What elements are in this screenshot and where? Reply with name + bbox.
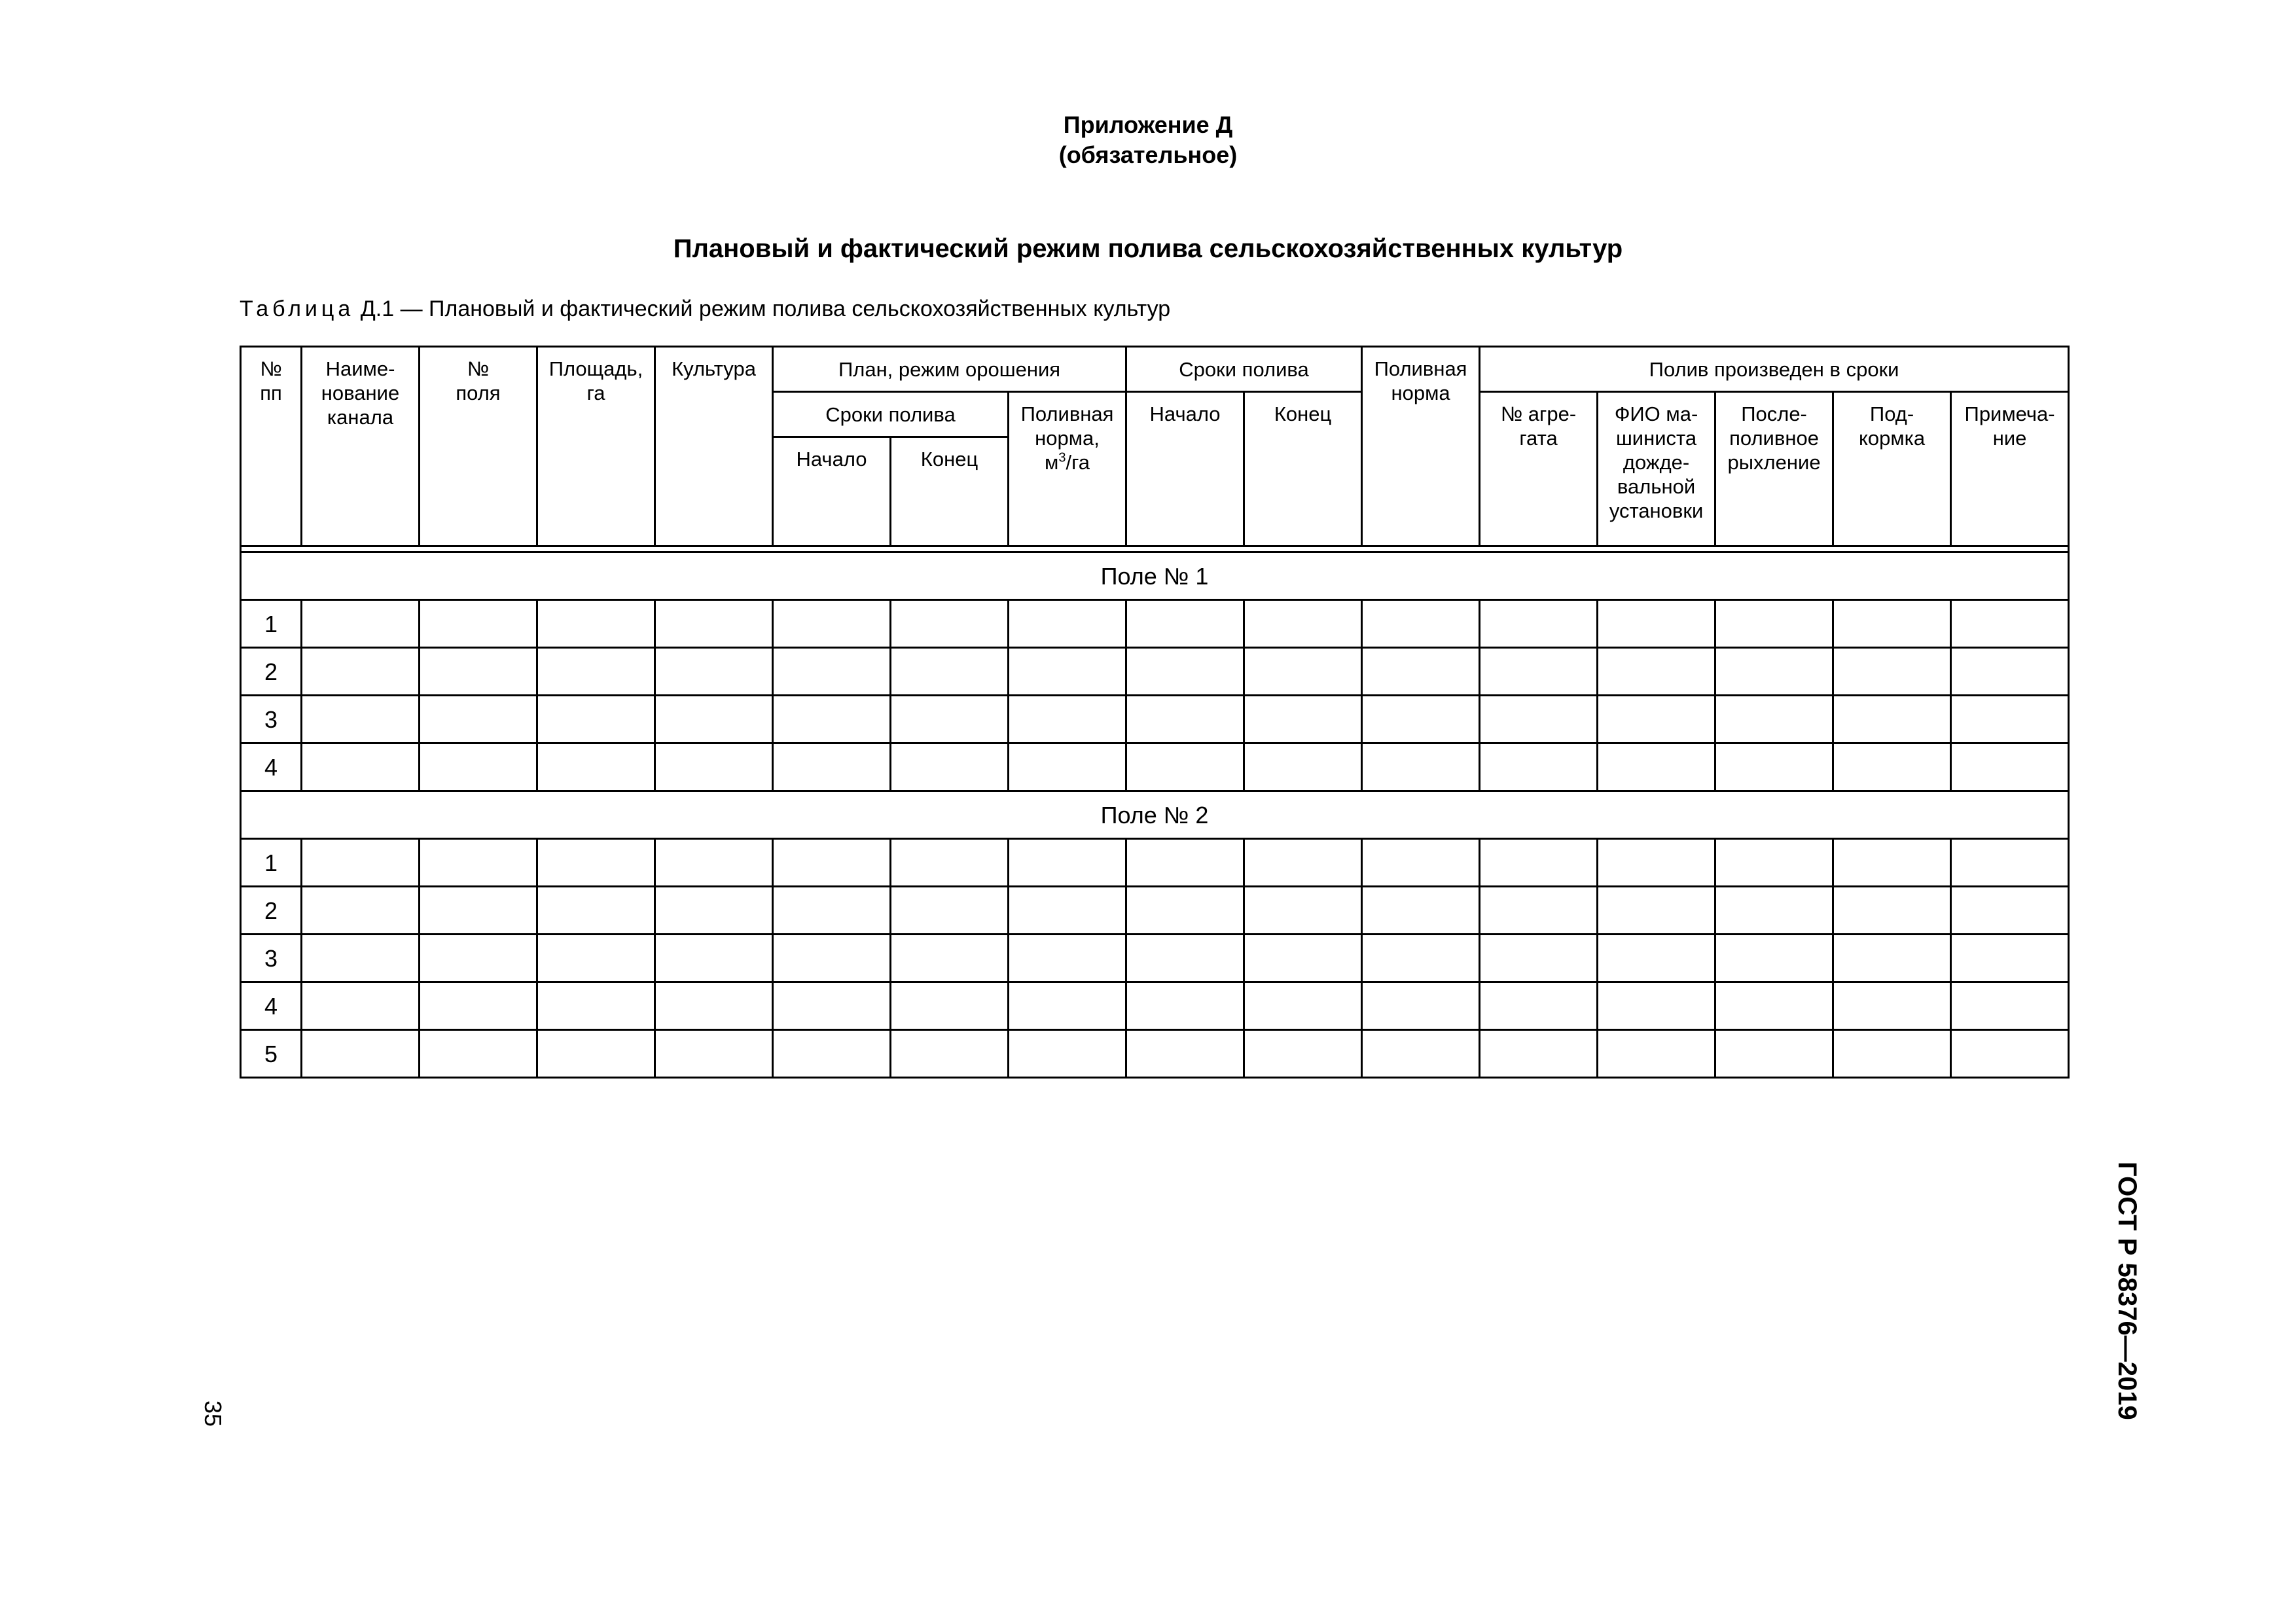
row-number-cell: 2 xyxy=(241,648,302,696)
table-cell[interactable] xyxy=(537,743,655,791)
header-text-line: /га xyxy=(1066,451,1090,474)
header-text-line: пп xyxy=(260,382,282,404)
header-text-line: гата xyxy=(1519,427,1558,450)
header-area xyxy=(537,347,655,546)
header-text-line: № xyxy=(467,357,490,380)
table-cell[interactable] xyxy=(655,935,773,982)
header-text-line: Культура xyxy=(672,357,756,380)
table-cell[interactable] xyxy=(1362,743,1480,791)
table-cell[interactable] xyxy=(891,1030,1009,1078)
row-number-cell: 1 xyxy=(241,839,302,887)
table-cell[interactable] xyxy=(1126,935,1244,982)
table-cell[interactable] xyxy=(1362,600,1480,648)
table-body xyxy=(241,552,2069,1078)
table-cell[interactable] xyxy=(1715,1030,1833,1078)
header-loosening xyxy=(1715,392,1833,546)
table-cell[interactable] xyxy=(1126,743,1244,791)
header-plan-norm xyxy=(1009,392,1126,546)
table-cell[interactable] xyxy=(1126,648,1244,696)
table-cell[interactable] xyxy=(1009,648,1126,696)
header-text-line: Площадь, xyxy=(548,357,643,380)
table-cell[interactable] xyxy=(1598,600,1715,648)
table-cell[interactable] xyxy=(655,696,773,743)
table-cell[interactable] xyxy=(1951,648,2069,696)
header-terms-end: Конец xyxy=(1244,392,1362,546)
table-cell[interactable] xyxy=(773,935,891,982)
table-cell[interactable] xyxy=(302,982,420,1030)
header-plan-end: Конец xyxy=(891,437,1009,546)
table-cell[interactable] xyxy=(537,887,655,935)
table-cell[interactable] xyxy=(1833,1030,1951,1078)
table-cell[interactable] xyxy=(1715,743,1833,791)
header-note xyxy=(1951,392,2069,546)
table-cell[interactable] xyxy=(1244,839,1362,887)
table-cell[interactable] xyxy=(1715,887,1833,935)
header-text-line: ФИО ма- xyxy=(1614,402,1698,425)
table-cell[interactable] xyxy=(420,743,537,791)
row-number-cell: 3 xyxy=(241,696,302,743)
table-cell[interactable] xyxy=(1480,648,1598,696)
header-text-line: 3 xyxy=(1058,450,1066,465)
table-cell[interactable] xyxy=(1126,1030,1244,1078)
table-cell[interactable] xyxy=(1244,696,1362,743)
table-cell[interactable] xyxy=(773,887,891,935)
row-number-cell: 3 xyxy=(241,935,302,982)
section-row xyxy=(241,791,2069,839)
table-cell[interactable] xyxy=(891,600,1009,648)
table-cell[interactable] xyxy=(420,935,537,982)
table-cell[interactable] xyxy=(1244,935,1362,982)
table-cell[interactable] xyxy=(1951,743,2069,791)
table-cell[interactable] xyxy=(537,1030,655,1078)
table-cell[interactable] xyxy=(1480,696,1598,743)
table-cell[interactable] xyxy=(1480,935,1598,982)
table-cell[interactable] xyxy=(1715,982,1833,1030)
table-cell[interactable] xyxy=(537,600,655,648)
header-text-line: вальной xyxy=(1617,475,1696,498)
table-cell[interactable] xyxy=(1598,982,1715,1030)
header-separator xyxy=(241,546,2069,552)
table-cell[interactable] xyxy=(302,935,420,982)
table-cell[interactable] xyxy=(1362,935,1480,982)
table-cell[interactable] xyxy=(1715,600,1833,648)
table-cell[interactable] xyxy=(1480,887,1598,935)
table-cell[interactable] xyxy=(1126,696,1244,743)
table-cell[interactable] xyxy=(1009,887,1126,935)
section-title: Поле № 1 xyxy=(241,552,2069,600)
table-cell[interactable] xyxy=(1951,982,2069,1030)
header-text-line: канала xyxy=(327,406,394,429)
table-cell[interactable] xyxy=(1833,743,1951,791)
table-cell[interactable] xyxy=(773,696,891,743)
header-text-line: норма xyxy=(1391,382,1450,404)
table-cell[interactable] xyxy=(655,743,773,791)
table-cell[interactable] xyxy=(1009,935,1126,982)
header-text-line: Под- xyxy=(1869,402,1914,425)
table-cell[interactable] xyxy=(302,839,420,887)
table-cell[interactable] xyxy=(655,982,773,1030)
table-caption xyxy=(240,294,1170,323)
table-cell[interactable] xyxy=(537,839,655,887)
table-cell[interactable] xyxy=(537,982,655,1030)
table-cell[interactable] xyxy=(420,600,537,648)
table-cell[interactable] xyxy=(1244,887,1362,935)
table-row xyxy=(241,696,2069,743)
header-text-line: шиниста xyxy=(1615,427,1697,450)
header-plan: План, режим орошения xyxy=(773,347,1126,392)
header-done: Полив произведен в сроки xyxy=(1480,347,2069,392)
header-culture xyxy=(655,347,773,546)
header-text-line: м xyxy=(1045,451,1059,474)
table-cell[interactable] xyxy=(655,648,773,696)
page-title: Плановый и фактический режим полива сельскохозяйственных культур xyxy=(673,234,1623,263)
table-caption-text: — Плановый и фактический режим полива сельскохозяйственных культур xyxy=(400,296,1171,321)
header-text-line: га xyxy=(586,382,605,404)
table-cell[interactable] xyxy=(420,696,537,743)
table-cell[interactable] xyxy=(1244,982,1362,1030)
table-cell[interactable] xyxy=(1362,696,1480,743)
table-row xyxy=(241,648,2069,696)
table-cell[interactable] xyxy=(655,839,773,887)
table-cell[interactable] xyxy=(773,648,891,696)
table-cell[interactable] xyxy=(1833,982,1951,1030)
table-cell[interactable] xyxy=(537,648,655,696)
table-caption-label: Таблица xyxy=(240,296,355,321)
header-text-line: кормка xyxy=(1858,427,1926,450)
table-cell[interactable] xyxy=(1009,600,1126,648)
row-number-cell: 4 xyxy=(241,743,302,791)
table-cell[interactable] xyxy=(1480,839,1598,887)
table-cell[interactable] xyxy=(1126,600,1244,648)
header-text-line: Поливная xyxy=(1374,357,1467,380)
irrigation-table xyxy=(240,346,2070,1079)
table-row xyxy=(241,935,2069,982)
table-cell[interactable] xyxy=(1244,648,1362,696)
table-cell[interactable] xyxy=(891,648,1009,696)
table-cell[interactable] xyxy=(1833,696,1951,743)
table-cell[interactable] xyxy=(1598,648,1715,696)
table-cell[interactable] xyxy=(302,648,420,696)
section-row xyxy=(241,552,2069,600)
table-cell[interactable] xyxy=(1244,1030,1362,1078)
table-cell[interactable] xyxy=(1715,839,1833,887)
header-plan-start: Начало xyxy=(773,437,891,546)
table-cell[interactable] xyxy=(1833,887,1951,935)
appendix-heading xyxy=(0,110,2296,170)
table-cell[interactable] xyxy=(1480,600,1598,648)
table-cell[interactable] xyxy=(773,1030,891,1078)
row-number-cell: 2 xyxy=(241,887,302,935)
header-text-line: Примеча- xyxy=(1964,402,2055,425)
table-cell[interactable] xyxy=(773,982,891,1030)
table-cell[interactable] xyxy=(1362,1030,1480,1078)
table-cell[interactable] xyxy=(420,1030,537,1078)
header-text-line: установки xyxy=(1609,499,1704,522)
table-cell[interactable] xyxy=(1126,839,1244,887)
table-cell[interactable] xyxy=(1362,648,1480,696)
table-cell[interactable] xyxy=(891,887,1009,935)
table-cell[interactable] xyxy=(1244,600,1362,648)
header-text-line: № агре- xyxy=(1500,402,1577,425)
table-cell[interactable] xyxy=(1362,982,1480,1030)
table-cell[interactable] xyxy=(1951,600,2069,648)
section-title: Поле № 2 xyxy=(241,791,2069,839)
header-text-line: дожде- xyxy=(1623,451,1690,474)
table-cell[interactable] xyxy=(1598,696,1715,743)
table-cell[interactable] xyxy=(655,1030,773,1078)
table-cell[interactable] xyxy=(1126,887,1244,935)
header-terms: Сроки полива xyxy=(1126,347,1362,392)
header-operator xyxy=(1598,392,1715,546)
table-cell[interactable] xyxy=(891,982,1009,1030)
table-cell[interactable] xyxy=(1480,743,1598,791)
table-cell[interactable] xyxy=(420,887,537,935)
header-text-line: После- xyxy=(1741,402,1807,425)
header-text-line: норма, xyxy=(1035,427,1100,450)
table-cell[interactable] xyxy=(302,696,420,743)
table-cell[interactable] xyxy=(1598,1030,1715,1078)
appendix-label: Приложение Д xyxy=(1063,111,1233,138)
table-cell[interactable] xyxy=(773,600,891,648)
table-row xyxy=(241,743,2069,791)
table-cell[interactable] xyxy=(1951,839,2069,887)
header-text-line: № xyxy=(260,357,282,380)
header-plan-terms: Сроки полива xyxy=(773,392,1009,437)
row-number-cell: 5 xyxy=(241,1030,302,1078)
table-cell[interactable] xyxy=(1009,743,1126,791)
table-cell[interactable] xyxy=(773,839,891,887)
table-cell[interactable] xyxy=(302,600,420,648)
table-cell[interactable] xyxy=(891,839,1009,887)
table-cell[interactable] xyxy=(1833,839,1951,887)
table-cell[interactable] xyxy=(537,696,655,743)
table-cell[interactable] xyxy=(1126,982,1244,1030)
table-cell[interactable] xyxy=(1951,887,2069,935)
table-row xyxy=(241,982,2069,1030)
table-cell[interactable] xyxy=(1598,887,1715,935)
table-row xyxy=(241,839,2069,887)
table-cell[interactable] xyxy=(1244,743,1362,791)
table-cell[interactable] xyxy=(1598,839,1715,887)
page-number: 35 xyxy=(200,1400,226,1427)
table-cell[interactable] xyxy=(1598,935,1715,982)
table-cell[interactable] xyxy=(1833,600,1951,648)
table-cell[interactable] xyxy=(1715,935,1833,982)
table-cell[interactable] xyxy=(1009,982,1126,1030)
table-cell[interactable] xyxy=(891,935,1009,982)
header-norm xyxy=(1362,347,1480,546)
table-cell[interactable] xyxy=(420,839,537,887)
table-cell[interactable] xyxy=(1715,696,1833,743)
table-cell[interactable] xyxy=(655,600,773,648)
header-text-line: Поливная xyxy=(1020,402,1114,425)
table-cell[interactable] xyxy=(1480,1030,1598,1078)
table-cell[interactable] xyxy=(1362,839,1480,887)
table-caption-number: Д.1 xyxy=(360,296,395,321)
header-field xyxy=(420,347,537,546)
table-cell[interactable] xyxy=(1833,648,1951,696)
table-cell[interactable] xyxy=(1009,696,1126,743)
header-channel xyxy=(302,347,420,546)
appendix-status: (обязательное) xyxy=(1058,141,1238,168)
table-cell[interactable] xyxy=(302,743,420,791)
table-cell[interactable] xyxy=(1480,982,1598,1030)
table-cell[interactable] xyxy=(1362,887,1480,935)
table-cell[interactable] xyxy=(655,887,773,935)
table-cell[interactable] xyxy=(302,887,420,935)
table-cell[interactable] xyxy=(1833,935,1951,982)
table-cell[interactable] xyxy=(537,935,655,982)
header-text-line: нование xyxy=(321,382,400,404)
header-terms-start: Начало xyxy=(1126,392,1244,546)
table-cell[interactable] xyxy=(1009,839,1126,887)
header-num xyxy=(241,347,302,546)
table-cell[interactable] xyxy=(420,648,537,696)
standard-designation: ГОСТ Р 58376—2019 xyxy=(2113,1162,2142,1420)
header-unit xyxy=(1480,392,1598,546)
header-text-line: поля xyxy=(456,382,501,404)
header-text-line: Наиме- xyxy=(325,357,395,380)
header-text-line: ние xyxy=(1992,427,2027,450)
table-cell[interactable] xyxy=(891,743,1009,791)
table-cell[interactable] xyxy=(891,696,1009,743)
table-row xyxy=(241,1030,2069,1078)
table-row xyxy=(241,600,2069,648)
table-cell[interactable] xyxy=(420,982,537,1030)
header-text-line: рыхление xyxy=(1727,451,1821,474)
header-feeding xyxy=(1833,392,1951,546)
row-number-cell: 1 xyxy=(241,600,302,648)
table-cell[interactable] xyxy=(302,1030,420,1078)
table-cell[interactable] xyxy=(1009,1030,1126,1078)
table-cell[interactable] xyxy=(1715,648,1833,696)
table-cell[interactable] xyxy=(773,743,891,791)
table-cell[interactable] xyxy=(1951,935,2069,982)
table-cell[interactable] xyxy=(1951,696,2069,743)
table-cell[interactable] xyxy=(1598,743,1715,791)
row-number-cell: 4 xyxy=(241,982,302,1030)
table-row xyxy=(241,887,2069,935)
table-cell[interactable] xyxy=(1951,1030,2069,1078)
header-text-line: поливное xyxy=(1729,427,1819,450)
